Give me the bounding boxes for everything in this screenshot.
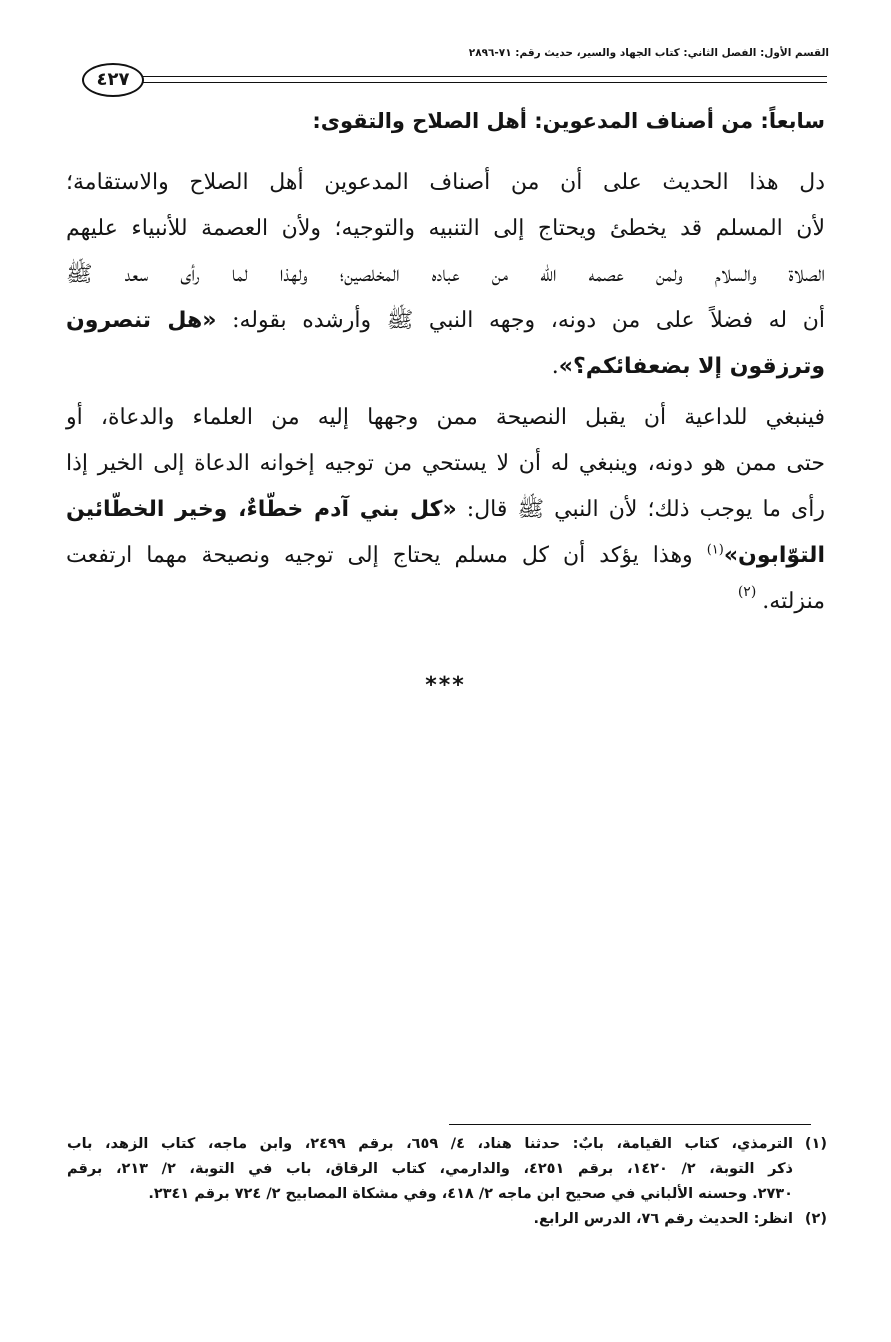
line-text: وهذا يؤكد أن كل مسلم يحتاج إلى توجيه ونصيحة مهما ارتفعت: [66, 543, 693, 568]
hadith-quote: وترزقون إلا بضعفائكم؟»: [558, 354, 825, 379]
header-rule: [140, 76, 827, 83]
paragraph-2: [66, 395, 825, 627]
line-text: .: [551, 354, 559, 379]
running-header: القسم الأول: الفصل الثاني: كتاب الجهاد والسير، حديث رقم: ٧١-٢٨٩٦: [468, 47, 829, 59]
footnote-line: ٢٧٣٠. وحسنه الألباني في صحيح ابن ماجه ٢/ ٤١٨، وفي مشكاة المصابيح ٢/ ٧٢٤ برقم ٢٣٤١.: [148, 1186, 793, 1202]
paragraph-line: حتى ممن هو دونه، وينبغي له أن لا يستحي من توجيه إخوانه الدعاة إلى الخير إذا: [66, 451, 825, 476]
footnote-text: [67, 1132, 793, 1207]
section-heading: سابعاً: من أصناف المدعوين: أهل الصلاح والتقوى:: [312, 109, 825, 133]
page-number: ٤٢٧: [82, 63, 144, 97]
paragraph-line: الصلاة والسلام ولمن عصمه الله من عباده المخلصين؛ ولهذا لما رأى سعد ﷺ: [66, 262, 825, 287]
paragraph-line: [66, 298, 825, 344]
footnote-line: الترمذي، كتاب القيامة، بابٌ: حدثنا هناد، ٤/ ٦٥٩، برقم ٢٤٩٩، وابن ماجه، كتاب الزهد، باب: [67, 1136, 793, 1152]
line-text: منزلته.: [762, 589, 825, 614]
footnote-line: ذكر التوبة، ٢/ ١٤٢٠، برقم ٤٢٥١، والدارمي، كتاب الرقاق، باب في التوبة، ٢/ ٢١٣، برقم: [67, 1161, 793, 1177]
footnote-text: [67, 1207, 793, 1232]
line-text: أن له فضلاً على من دونه، وجهه النبي ﷺ وأرشده بقوله:: [232, 308, 826, 333]
paragraph-1: [66, 160, 825, 390]
paragraph-line: فينبغي للداعية أن يقبل النصيحة ممن وجهها إليه من العلماء والدعاة، أو: [66, 405, 825, 430]
hadith-quote: «كل بني آدم خطّاءٌ، وخير الخطّائين: [66, 497, 457, 522]
hadith-quote: «هل تنصرون: [66, 308, 217, 333]
paragraph-line: [66, 533, 825, 579]
paragraph-line: [66, 344, 825, 390]
footnote-1: [67, 1132, 827, 1207]
section-separator: ***: [425, 673, 466, 698]
paragraph-line: دل هذا الحديث على أن من أصناف المدعوين أهل الصلاح والاستقامة؛: [66, 170, 825, 195]
footnote-number: (٢): [804, 1211, 827, 1227]
paragraph-line: لأن المسلم قد يخطئ ويحتاج إلى التنبيه والتوجيه؛ ولأن العصمة للأنبياء عليهم: [66, 216, 825, 241]
footnote-2: [67, 1207, 827, 1232]
footnote-rule: [449, 1124, 811, 1125]
footnotes: [67, 1132, 827, 1232]
footnote-number: (١): [804, 1136, 827, 1152]
hadith-quote: التوّابون»: [723, 543, 825, 568]
footnote-ref[interactable]: (٢): [737, 584, 757, 600]
footnote-line: انظر: الحديث رقم ٧٦، الدرس الرابع.: [533, 1211, 793, 1227]
paragraph-line: [66, 579, 825, 627]
footnote-ref[interactable]: (١): [706, 542, 724, 558]
line-text: رأى ما يوجب ذلك؛ لأن النبي ﷺ قال:: [466, 497, 825, 522]
paragraph-line: [66, 487, 825, 533]
